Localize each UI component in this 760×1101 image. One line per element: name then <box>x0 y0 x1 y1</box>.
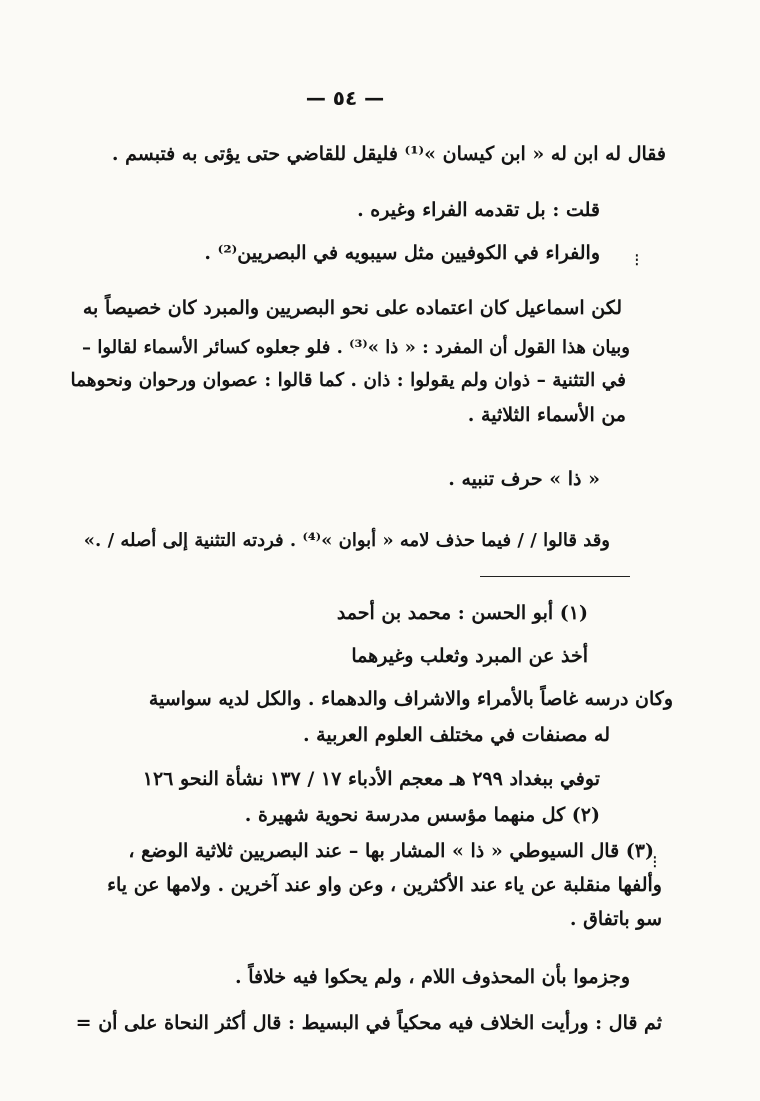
footnote-1-heading: (١) أبو الحسن : محمد بن أحمد <box>336 602 588 624</box>
page-number: — ٥٤ — <box>305 86 385 110</box>
footnote-3-line-1: (٣) قال السيوطي « ذا » المشار بها – عند البصريين ثلاثية الوضع ، <box>128 840 654 862</box>
body-line-6: في التثنية – ذوان ولم يقولوا : ذان . كما قالوا : عصوان ورحوان ونحوهما <box>70 370 626 391</box>
footnote-3-line-2: وألفها منقلبة عن ياء عند الأكثرين ، وعن واو عند آخرين . ولامها عن ياء <box>107 874 662 896</box>
footnote-3-line-4: وجزموا بأن المحذوف اللام ، ولم يحكوا فيه خلافاً . <box>234 966 630 988</box>
footnote-1-line-3: وكان درسه غاصاً بالأمراء والاشراف والدهماء . والكل لديه سواسية <box>148 688 673 710</box>
body-line-3: والفراء في الكوفيين مثل سيبويه في البصريين⁽²⁾ . <box>204 242 600 264</box>
body-line-8: « ذا » حرف تنبيه . <box>448 468 600 490</box>
footnote-1-line-5: توفي ببغداد ٢٩٩ هـ معجم الأدباء ١٧ / ١٣٧ نشأة النحو ١٢٦ <box>142 768 600 790</box>
body-line-7: من الأسماء الثلاثية . <box>467 404 626 426</box>
footnote-2: (٢) كل منهما مؤسس مدرسة نحوية شهيرة . <box>244 804 600 826</box>
body-line-2: قلت : بل تقدمه الفراء وغيره . <box>357 199 600 221</box>
body-line-4: لكن اسماعيل كان اعتماده على نحو البصريين والمبرد كان خصيصاً به <box>82 297 622 319</box>
body-line-5: وبيان هذا القول أن المفرد : « ذا »⁽³⁾ . فلو جعلوه كسائر الأسماء لقالوا – <box>82 337 630 358</box>
body-line-1: فقال له ابن له « ابن كيسان »⁽¹⁾ فليقل للقاضي حتى يؤتى به فتبسم . <box>111 143 666 165</box>
footnote-1-line-4: له مصنفات في مختلف العلوم العربية . <box>302 724 610 746</box>
footnote-1-line-2: أخذ عن المبرد وثعلب وغيرهما <box>351 645 588 667</box>
margin-mark: ⁝ <box>652 852 658 873</box>
footnote-3-line-3: سو باتفاق . <box>569 908 662 930</box>
footnote-separator <box>480 576 630 577</box>
margin-mark: ⁝ <box>634 250 640 271</box>
body-line-9: وقد قالوا / / فيما حذف لامه « أبوان »⁽⁴⁾ . فردته التثنية إلى أصله / .» <box>83 530 610 551</box>
footnote-3-line-5: ثم قال : ورأيت الخلاف فيه محكياً في البسيط : قال أكثر النحاة على أن = <box>75 1012 662 1034</box>
